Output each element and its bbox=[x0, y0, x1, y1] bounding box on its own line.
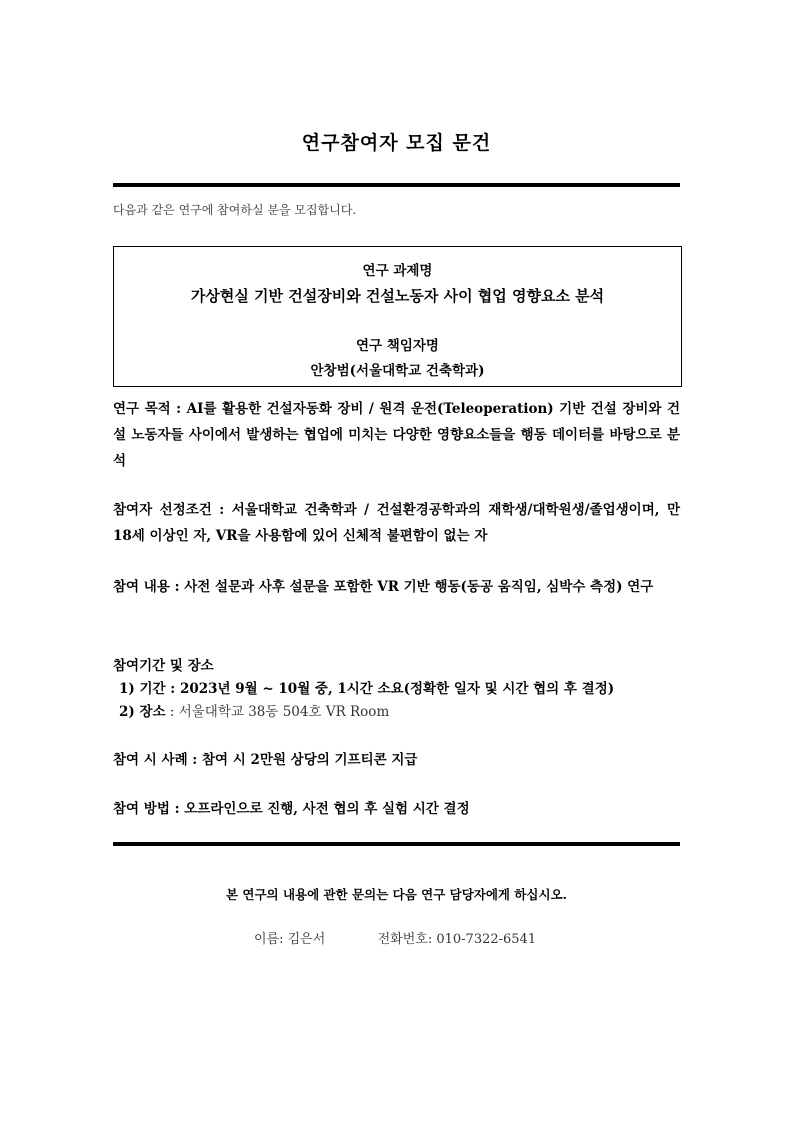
period-heading: 참여기간 및 장소 bbox=[113, 658, 214, 674]
pi-name: 안창범(서울대학교 건축학과) bbox=[310, 363, 485, 379]
eligibility-criteria: 참여자 선정조건 : 서울대학교 건축학과 / 건설환경공학과의 재학생/대학원생/졸업생이며, 만 18세 이상인 자, VR을 사용함에 있어 신체적 불편함이 없는 자 bbox=[113, 502, 680, 544]
contact-question: 본 연구의 내용에 관한 문의는 다음 연구 담당자에게 하십시오. bbox=[225, 887, 568, 902]
pi-label: 연구 책임자명 bbox=[356, 338, 439, 354]
study-info-box bbox=[113, 246, 682, 387]
location-value: : 서울대학교 38동 504호 VR Room bbox=[165, 704, 390, 720]
reward: 참여 시 사례 : 참여 시 2만원 상당의 기프티콘 지급 bbox=[113, 752, 418, 768]
research-purpose: 연구 목적 : AI를 활용한 건설자동화 장비 / 원격 운전(Teleoperation) 기반 건설 장비와 건설 노동자들 사이에서 발생하는 협업에 미치는 다양한 영향요소들을 행동 데이터를 바탕으로 분석 bbox=[113, 401, 680, 469]
intro-text: 다음과 같은 연구에 참여하실 분을 모집합니다. bbox=[113, 203, 357, 217]
contact-info bbox=[254, 928, 536, 947]
location-label: 2) 장소 bbox=[119, 704, 166, 720]
page-title: 연구참여자 모집 문건 bbox=[301, 132, 492, 154]
top-divider bbox=[113, 183, 680, 187]
participation-method: 참여 방법 : 오프라인으로 진행, 사전 협의 후 실험 시간 결정 bbox=[113, 801, 470, 817]
project-label: 연구 과제명 bbox=[362, 263, 433, 279]
period-item-location bbox=[119, 701, 389, 723]
participation-content: 참여 내용 : 사전 설문과 사후 설문을 포함한 VR 기반 행동(동공 움직임, 심박수 측정) 연구 bbox=[113, 579, 654, 595]
period-item-duration-text: 1) 기간 : 2023년 9월 ~ 10월 중, 1시간 소요(정확한 일자 및 시간 협의 후 결정) bbox=[119, 681, 615, 697]
period-item-duration bbox=[119, 678, 614, 700]
project-title: 가상현실 기반 건설장비와 건설노동자 사이 협업 영향요소 분석 bbox=[190, 287, 605, 305]
bottom-divider bbox=[113, 842, 680, 846]
contact-phone: 전화번호: 010-7322-6541 bbox=[377, 932, 537, 947]
contact-name: 이름: 김은서 bbox=[254, 932, 326, 947]
